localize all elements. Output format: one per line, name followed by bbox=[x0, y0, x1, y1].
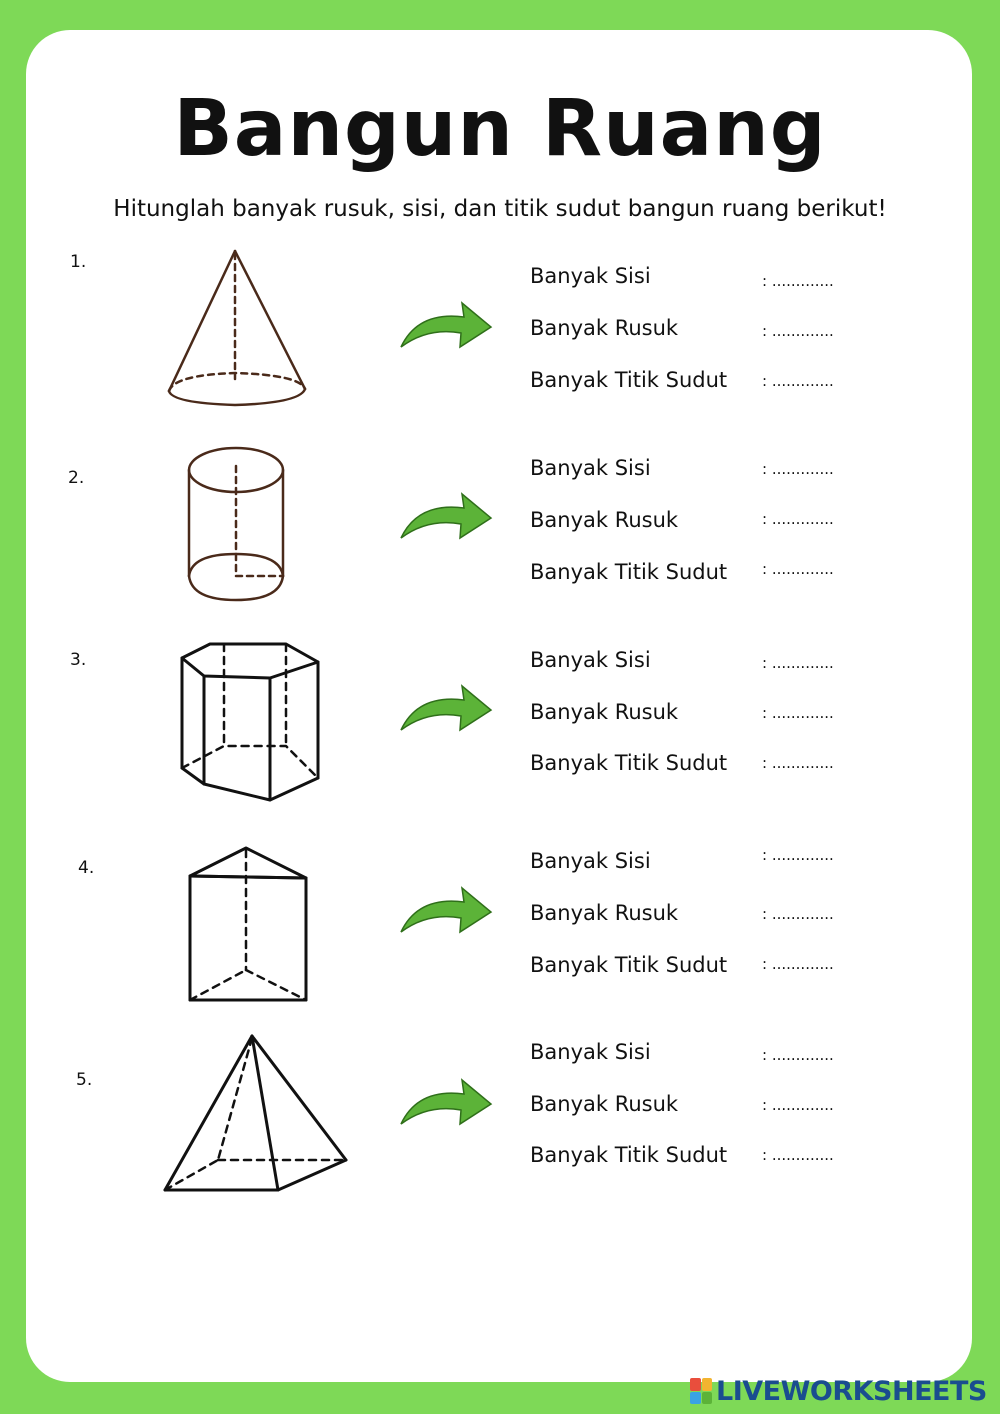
label-sisi: Banyak Sisi bbox=[530, 1040, 651, 1064]
label-sisi: Banyak Sisi bbox=[530, 264, 651, 288]
answer-field-titik-sudut[interactable]: : ............. bbox=[762, 955, 834, 973]
item-number: 5. bbox=[76, 1070, 93, 1090]
cone-shape bbox=[160, 245, 320, 415]
triangular-prism-shape bbox=[184, 842, 314, 1008]
answer-field-rusuk[interactable]: : ............. bbox=[762, 322, 834, 340]
label-rusuk: Banyak Rusuk bbox=[530, 901, 679, 925]
curved-arrow-right-icon bbox=[398, 680, 494, 740]
label-rusuk: Banyak Rusuk bbox=[530, 508, 679, 532]
item-number: 3. bbox=[70, 650, 87, 670]
answer-field-rusuk[interactable]: : ............. bbox=[762, 905, 834, 923]
label-rusuk: Banyak Rusuk bbox=[530, 1092, 679, 1116]
answer-field-titik-sudut[interactable]: : ............. bbox=[762, 1146, 834, 1164]
curved-arrow-right-icon bbox=[398, 1074, 494, 1134]
answer-field-titik-sudut[interactable]: : ............. bbox=[762, 754, 834, 772]
curved-arrow-right-icon bbox=[398, 882, 494, 942]
answer-field-titik-sudut[interactable]: : ............. bbox=[762, 560, 834, 578]
page-title: Bangun Ruang bbox=[173, 84, 827, 174]
item-number: 2. bbox=[68, 468, 85, 488]
answer-field-rusuk[interactable]: : ............. bbox=[762, 510, 834, 528]
item-number: 1. bbox=[70, 252, 87, 272]
item-number: 4. bbox=[78, 858, 95, 878]
label-sisi: Banyak Sisi bbox=[530, 456, 651, 480]
answer-field-titik-sudut[interactable]: : ............. bbox=[762, 372, 834, 390]
logo-text: LIVEWORKSHEETS bbox=[716, 1375, 987, 1407]
answer-field-rusuk[interactable]: : ............. bbox=[762, 1096, 834, 1114]
label-sisi: Banyak Sisi bbox=[530, 849, 651, 873]
curved-arrow-right-icon bbox=[398, 488, 494, 548]
curved-arrow-right-icon bbox=[398, 297, 494, 357]
answer-field-sisi[interactable]: : ............. bbox=[762, 272, 834, 290]
label-titik-sudut: Banyak Titik Sudut bbox=[530, 368, 728, 392]
answer-field-rusuk[interactable]: : ............. bbox=[762, 704, 834, 722]
liveworksheets-mark-icon bbox=[690, 1378, 712, 1404]
answer-field-sisi[interactable]: : ............. bbox=[762, 846, 834, 864]
answer-field-sisi[interactable]: : ............. bbox=[762, 1046, 834, 1064]
label-sisi: Banyak Sisi bbox=[530, 648, 651, 672]
square-pyramid-shape bbox=[160, 1030, 355, 1198]
label-titik-sudut: Banyak Titik Sudut bbox=[530, 1143, 728, 1167]
hexagonal-prism-shape bbox=[172, 636, 332, 806]
label-rusuk: Banyak Rusuk bbox=[530, 316, 679, 340]
label-titik-sudut: Banyak Titik Sudut bbox=[530, 953, 728, 977]
cylinder-shape bbox=[180, 440, 300, 610]
label-rusuk: Banyak Rusuk bbox=[530, 700, 679, 724]
liveworksheets-logo[interactable] bbox=[690, 1374, 987, 1408]
answer-field-sisi[interactable]: : ............. bbox=[762, 654, 834, 672]
instructions: Hitunglah banyak rusuk, sisi, dan titik sudut bangun ruang berikut! bbox=[113, 196, 887, 222]
label-titik-sudut: Banyak Titik Sudut bbox=[530, 560, 728, 584]
label-titik-sudut: Banyak Titik Sudut bbox=[530, 751, 728, 775]
answer-field-sisi[interactable]: : ............. bbox=[762, 460, 834, 478]
